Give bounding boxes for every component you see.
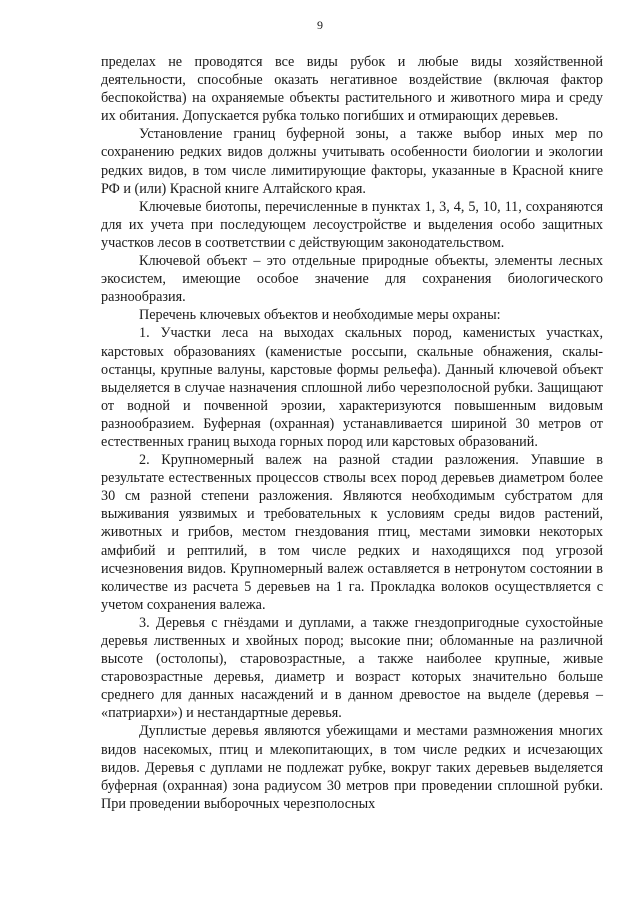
paragraph-key-biotopes: Ключевые биотопы, перечисленные в пунктах 1, 3, 4, 5, 10, 11, сохраняются для их учета при последующем лесоустройстве и выделения особо защитных участков лесов в соответствии с действующим законодательством. bbox=[101, 198, 603, 251]
paragraph-key-object-definition: Ключевой объект – это отдельные природные объекты, элементы лесных экосистем, имеющие особое значение для сохранения биологического разнообразия. bbox=[101, 253, 603, 306]
paragraph-list-intro: Перечень ключевых объектов и необходимые меры охраны: bbox=[139, 307, 501, 324]
list-item-3: 3. Деревья с гнёздами и дуплами, а также гнездопригодные сухостойные деревья лиственных и хвойных пород; высокие пни; обломанные на различной высоте (остолопы), старовозрастные, а также наиболее крупные, живые старовозрастные деревья, диаметр и возраст которых значительно больше среднего для данных насаждений и в данном древостое на выделе (деревья – «патриархи») и нестандартные деревья. bbox=[101, 614, 603, 722]
paragraph-continuation: пределах не проводятся все виды рубок и любые виды хозяйственной деятельности, способные оказать негативное воздействие (включая фактор беспокойства) на охраняемые объекты растительного и животного мира и среду их обитания. Допускается рубка только погибших и отмирающих деревьев. bbox=[101, 54, 603, 125]
page-number: 9 bbox=[317, 18, 323, 32]
document-body bbox=[101, 53, 603, 813]
list-item-2: 2. Крупномерный валеж на разной стадии разложения. Упавшие в результате естественных процессов стволы всех пород деревьев диаметром более 30 см разной степени разложения. Являются необходимым субстратом для выживания уязвимых и требовательных к условиям среды видов растений, животных и грибов, местом гнездования птиц, местами зимовки некоторых амфибий и рептилий, в том числе редких и находящихся под угрозой исчезновения видов. Крупномерный валеж оставляется в нетронутом состоянии в количестве из расчета 5 деревьев на 1 га. Прокладка волоков осуществляется с учетом сохранения валежа. bbox=[101, 452, 603, 613]
paragraph-buffer-zone: Установление границ буферной зоны, а также выбор иных мер по сохранению редких видов должны учитывать особенности биологии и экологии редких видов, в том числе лимитирующие факторы, указанные в Красной книге РФ и (или) Красной книге Алтайского края. bbox=[101, 126, 603, 197]
list-item-1: 1. Участки леса на выходах скальных пород, каменистых участках, карстовых образованиях (каменистые россыпи, скальные обнажения, скалы-останцы, крупные валуны, карстовые формы рельефа). Данный ключевой объект выделяется в случае назначения сплошной либо черезполосной рубки. Защищают от водной и почвенной эрозии, характеризуются повышенным видовым разнообразием. Буферная (охранная) устанавливается шириной 30 метров от естественных границ выхода горных пород или карстовых образований. bbox=[101, 325, 603, 450]
paragraph-hollow-trees: Дуплистые деревья являются убежищами и местами размножения многих видов насекомых, птиц и млекопитающих, в том числе редких и исчезающих видов. Деревья с дуплами не подлежат рубке, вокруг таких деревьев выделяется буферная (охранная) зона радиусом 30 метров при проведении сплошной рубки. При проведении выборочных черезполосных bbox=[101, 723, 603, 812]
